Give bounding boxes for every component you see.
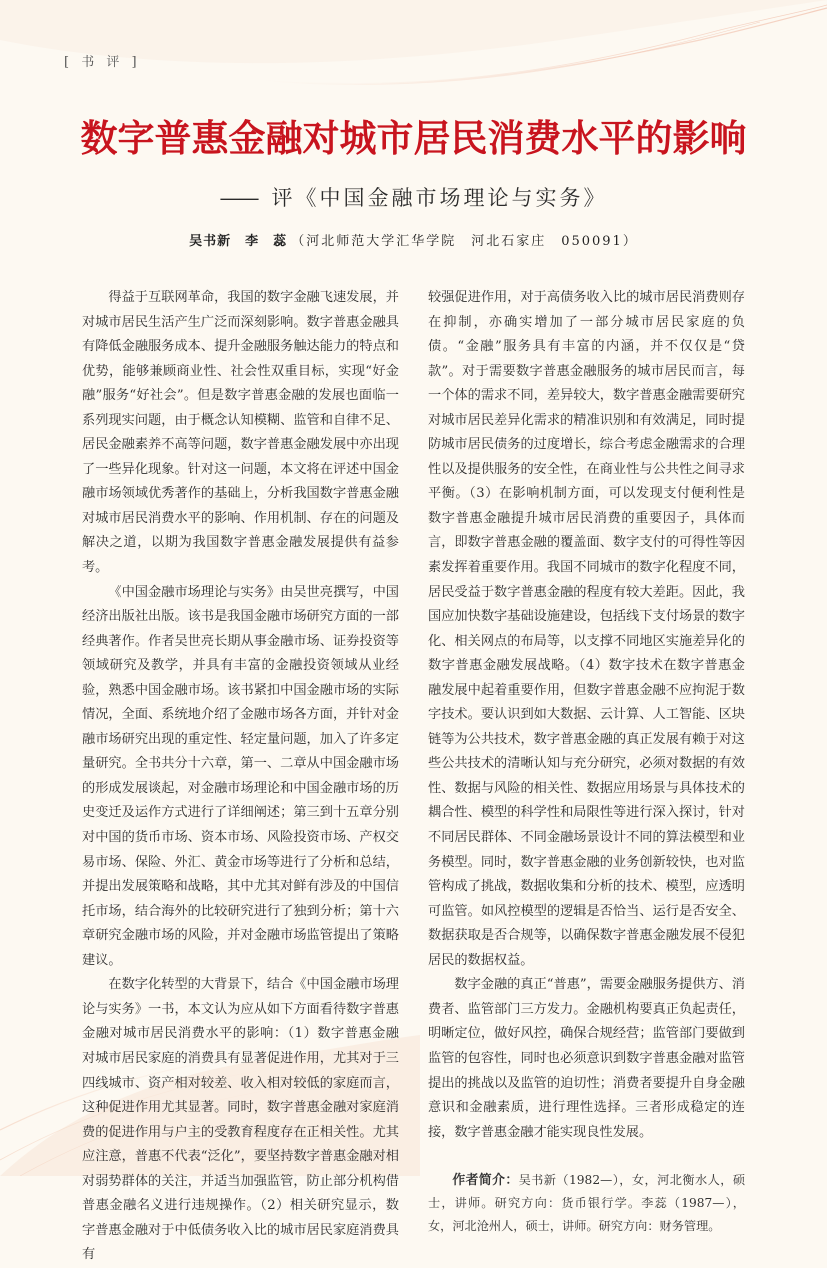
subtitle-text: 评《中国金融市场理论与实务》 [271,186,608,210]
right-column [428,286,745,1238]
subtitle-dash: —— [219,186,258,210]
paragraph: 得益于互联网革命，我国的数字金融飞速发展，并对城市居民生活产生广泛而深刻影响。数字普惠金融具有降低金融服务成本、提升金融服务触达能力的特点和优势，能够兼顾商业性、社会性双重目标，实现“好金融”服务“好社会”。但是数字普惠金融的发展也面临一系列现实问题，由于概念认知模糊、监管和自律不足、居民金融素养不高等问题，数字普惠金融发展中亦出现了一些异化现象。针对这一问题，本文将在评述中国金融市场领域优秀著作的基础上，分析我国数字普惠金融对城市居民消费水平的影响、作用机制、存在的问题及解决之道，以期为我国数字普惠金融发展提供有益参考。 [82,290,399,576]
authors: 吴书新 李 蕊 [189,234,288,249]
author-bio-label: 作者简介： [452,1173,519,1189]
author-bio [428,1169,745,1238]
paragraph: 数字金融的真正“普惠”，需要金融服务提供方、消费者、监管部门三方发力。金融机构要真正负起责任，明晰定位，做好风控，确保合规经营；监管部门要做到监管的包容性，同时也必须意识到数字普惠金融对监管提出的挑战以及监管的迫切性；消费者要提升自身金融意识和金融素质，进行理性选择。三者形成稳定的连接，数字普惠金融才能实现良性发展。 [428,977,745,1140]
article-title: 数字普惠金融对城市居民消费水平的影响 [80,117,747,160]
section-tag: [ 书 评 ] [64,55,141,70]
article-subtitle [0,182,827,212]
paragraph: 较强促进作用，对于高债务收入比的城市居民消费则存在抑制，亦确实增加了一部分城市居民家庭的负债。“金融”服务具有丰富的内涵，并不仅仅是“贷款”。对于需要数字普惠金融服务的城市居民而言，每一个体的需求不同，差异较大，数字普惠金融需要研究对城市居民差异化需求的精准识别和有效满足，同时提防城市居民债务的过度增长，综合考虑金融需求的合理性以及提供服务的安全性，在商业性与公共性之间寻求平衡。（3）在影响机制方面，可以发现支付便利性是数字普惠金融提升城市居民消费的重要因子，具体而言，即数字普惠金融的覆盖面、数字支付的可得性等因素发挥着重要作用。我国不同城市的数字化程度不同，居民受益于数字普惠金融的程度有较大差距。因此，我国应加快数字基础设施建设，包括线下支付场景的数字化、相关网点的布局等，以支撑不同地区实施差异化的数字普惠金融发展战略。（4）数字技术在数字普惠金融发展中起着重要作用，但数字普惠金融不应拘泥于数字技术。要认识到如大数据、云计算、人工智能、区块链等为公共技术，数字普惠金融的真正发展有赖于对这些公共技术的清晰认知与充分研究，必须对数据的有效性、数据与风险的相关性、数据应用场景与具体技术的耦合性、模型的科学性和局限性等进行深入探讨，针对不同居民群体、不同金融场景设计不同的算法模型和业务模型。同时，数字普惠金融的业务创新较快，也对监管构成了挑战，数据收集和分析的技术、模型，应透明可监管。如风控模型的逻辑是否恰当、运行是否安全、数据获取是否合规等，以确保数字普惠金融发展不侵犯居民的数据权益。 [428,290,745,968]
paragraph: 《中国金融市场理论与实务》由吴世亮撰写，中国经济出版社出版。该书是我国金融市场研究方面的一部经典著作。作者吴世亮长期从事金融市场、证券投资等领域研究及教学，并具有丰富的金融投资领域从业经验，熟悉中国金融市场。该书紧扣中国金融市场的实际情况，全面、系统地介绍了金融市场各方面，并针对金融市场研究出现的重定性、轻定量问题，加入了许多定量研究。全书共分十六章，第一、二章从中国金融市场的形成发展谈起，对金融市场理论和中国金融市场的历史变迁及运作方式进行了详细阐述；第三到十五章分别对中国的货币市场、资本市场、风险投资市场、产权交易市场、保险、外汇、黄金市场等进行了分析和总结，并提出发展策略和战略，其中尤其对鲜有涉及的中国信托市场，结合海外的比较研究进行了独到分析；第十六章研究金融市场的风险，并对金融市场监管提出了策略建议。 [82,584,399,968]
left-column [82,286,399,1268]
affiliation: （河北师范大学汇华学院 河北石家庄 050091） [291,234,638,249]
byline [0,230,827,249]
author-bio-text: 吴书新（1982—），女，河北衡水人，硕士，讲师。研究方向：货币银行学。李蕊（1987—），女，河北沧州人，硕士，讲师。研究方向：财务管理。 [428,1173,746,1234]
paragraph: 在数字化转型的大背景下，结合《中国金融市场理论与实务》一书，本文认为应从如下方面看待数字普惠金融对城市居民消费水平的影响：（1）数字普惠金融对城市居民家庭的消费具有显著促进作用，尤其对于三四线城市、资产相对较差、收入相对较低的家庭而言，这种促进作用尤其显著。同时，数字普惠金融对家庭消费的促进作用与户主的受教育程度存在正相关性。尤其应注意，普惠不代表“泛化”，要坚持数字普惠金融对相对弱势群体的关注，并适当加强监管，防止部分机构借普惠金融名义进行违规操作。（2）相关研究显示，数字普惠金融对于中低债务收入比的城市居民家庭消费具有 [82,977,399,1263]
